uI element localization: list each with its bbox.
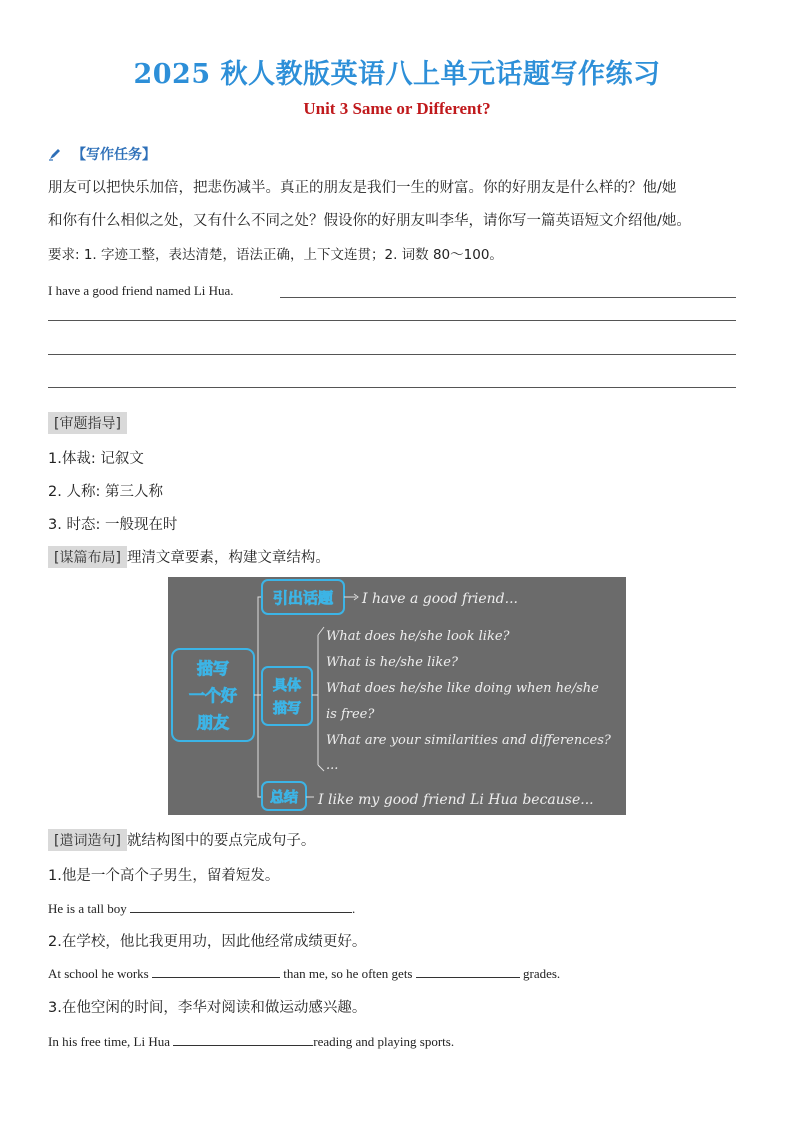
starter-sentence: I have a good friend named Li Hua. <box>48 283 234 298</box>
analysis-item-person: 2. 人称: 第三人称 <box>48 484 163 500</box>
center-text-3: 朋友 <box>196 713 230 732</box>
sentence-tag: [遣词造句] <box>48 829 127 851</box>
writing-line-1[interactable] <box>280 297 736 298</box>
analysis-tag <box>48 412 127 434</box>
q3-blank[interactable] <box>173 1031 313 1046</box>
body-line-1: What does he/she look like? <box>326 629 510 644</box>
body-label-2: 描写 <box>273 701 301 717</box>
end-text: I like my good friend Li Hua because... <box>318 792 594 808</box>
writing-line-3[interactable] <box>48 354 736 355</box>
unit-subtitle: Unit 3 Same or Different? <box>303 99 491 118</box>
question-2-cn: 2.在学校，他比我更用功，因此他经常成绩更好。 <box>48 934 367 950</box>
end-label: 总结 <box>270 790 298 806</box>
task-line-2: 和你有什么相似之处，又有什么不同之处？假设你的好朋友叫李华，请你写一篇英语短文介绍他/她。 <box>48 213 691 229</box>
task-heading-text: 【写作任务】 <box>72 147 156 163</box>
body-line-3: What does he/she like doing when he/she <box>326 681 599 696</box>
center-text-1: 描写 <box>196 659 230 678</box>
layout-text: 理清文章要素，构建文章结构。 <box>126 550 330 566</box>
q1-text-b: . <box>351 901 356 916</box>
q1-blank[interactable] <box>130 898 352 913</box>
analysis-tag-label: [审题指导] <box>48 412 127 434</box>
q2-text-b: than me, so he often gets <box>283 966 413 981</box>
intro-label: 引出话题 <box>272 589 334 607</box>
body-label-1: 具体 <box>273 678 301 694</box>
task-line-3: 要求: 1. 字迹工整，表达清楚，语法正确，上下文连贯；2. 词数 80～100。 <box>48 247 503 263</box>
body-line-2: What is he/she like? <box>326 655 458 670</box>
question-3-cn: 3.在他空闲的时间，李华对阅读和做运动感兴趣。 <box>48 1000 367 1016</box>
writing-line-4[interactable] <box>48 387 736 388</box>
sentence-intro: 就结构图中的要点完成句子。 <box>126 833 316 849</box>
sentence-section <box>48 829 315 851</box>
q1-text-a: He is a tall boy <box>48 901 127 916</box>
writing-line-2[interactable] <box>48 320 736 321</box>
layout-tag: [谋篇布局] <box>48 546 127 568</box>
q2-blank-2[interactable] <box>416 963 520 978</box>
center-text-2: 一个好 <box>188 686 238 705</box>
question-1-cn: 1.他是一个高个子男生，留着短发。 <box>48 868 280 884</box>
structure-diagram <box>168 577 626 815</box>
analysis-item-tense: 3. 时态: 一般现在时 <box>48 517 178 533</box>
page-title: 2025 秋人教版英语八上单元话题写作练习 <box>133 59 661 90</box>
question-1-en <box>48 898 355 917</box>
layout-section <box>48 546 330 568</box>
analysis-item-genre: 1.体裁: 记叙文 <box>48 451 144 467</box>
q2-text-a: At school he works <box>48 966 149 981</box>
intro-text: I have a good friend... <box>362 591 518 607</box>
task-heading <box>48 144 156 164</box>
pen-icon <box>48 147 62 161</box>
body-line-5: What are your similarities and differences? <box>326 733 611 748</box>
body-line-4: is free? <box>326 707 375 722</box>
q2-blank-1[interactable] <box>152 963 280 978</box>
q3-text-b: reading and playing sports. <box>313 1034 455 1049</box>
body-line-6: ... <box>326 758 339 773</box>
question-3-en <box>48 1031 454 1050</box>
task-line-1: 朋友可以把快乐加倍，把悲伤减半。真正的朋友是我们一生的财富。你的好朋友是什么样的？他/她 <box>48 180 677 196</box>
q2-text-c: grades. <box>523 966 561 981</box>
q3-text-a: In his free time, Li Hua <box>48 1034 171 1049</box>
question-2-en <box>48 963 560 982</box>
